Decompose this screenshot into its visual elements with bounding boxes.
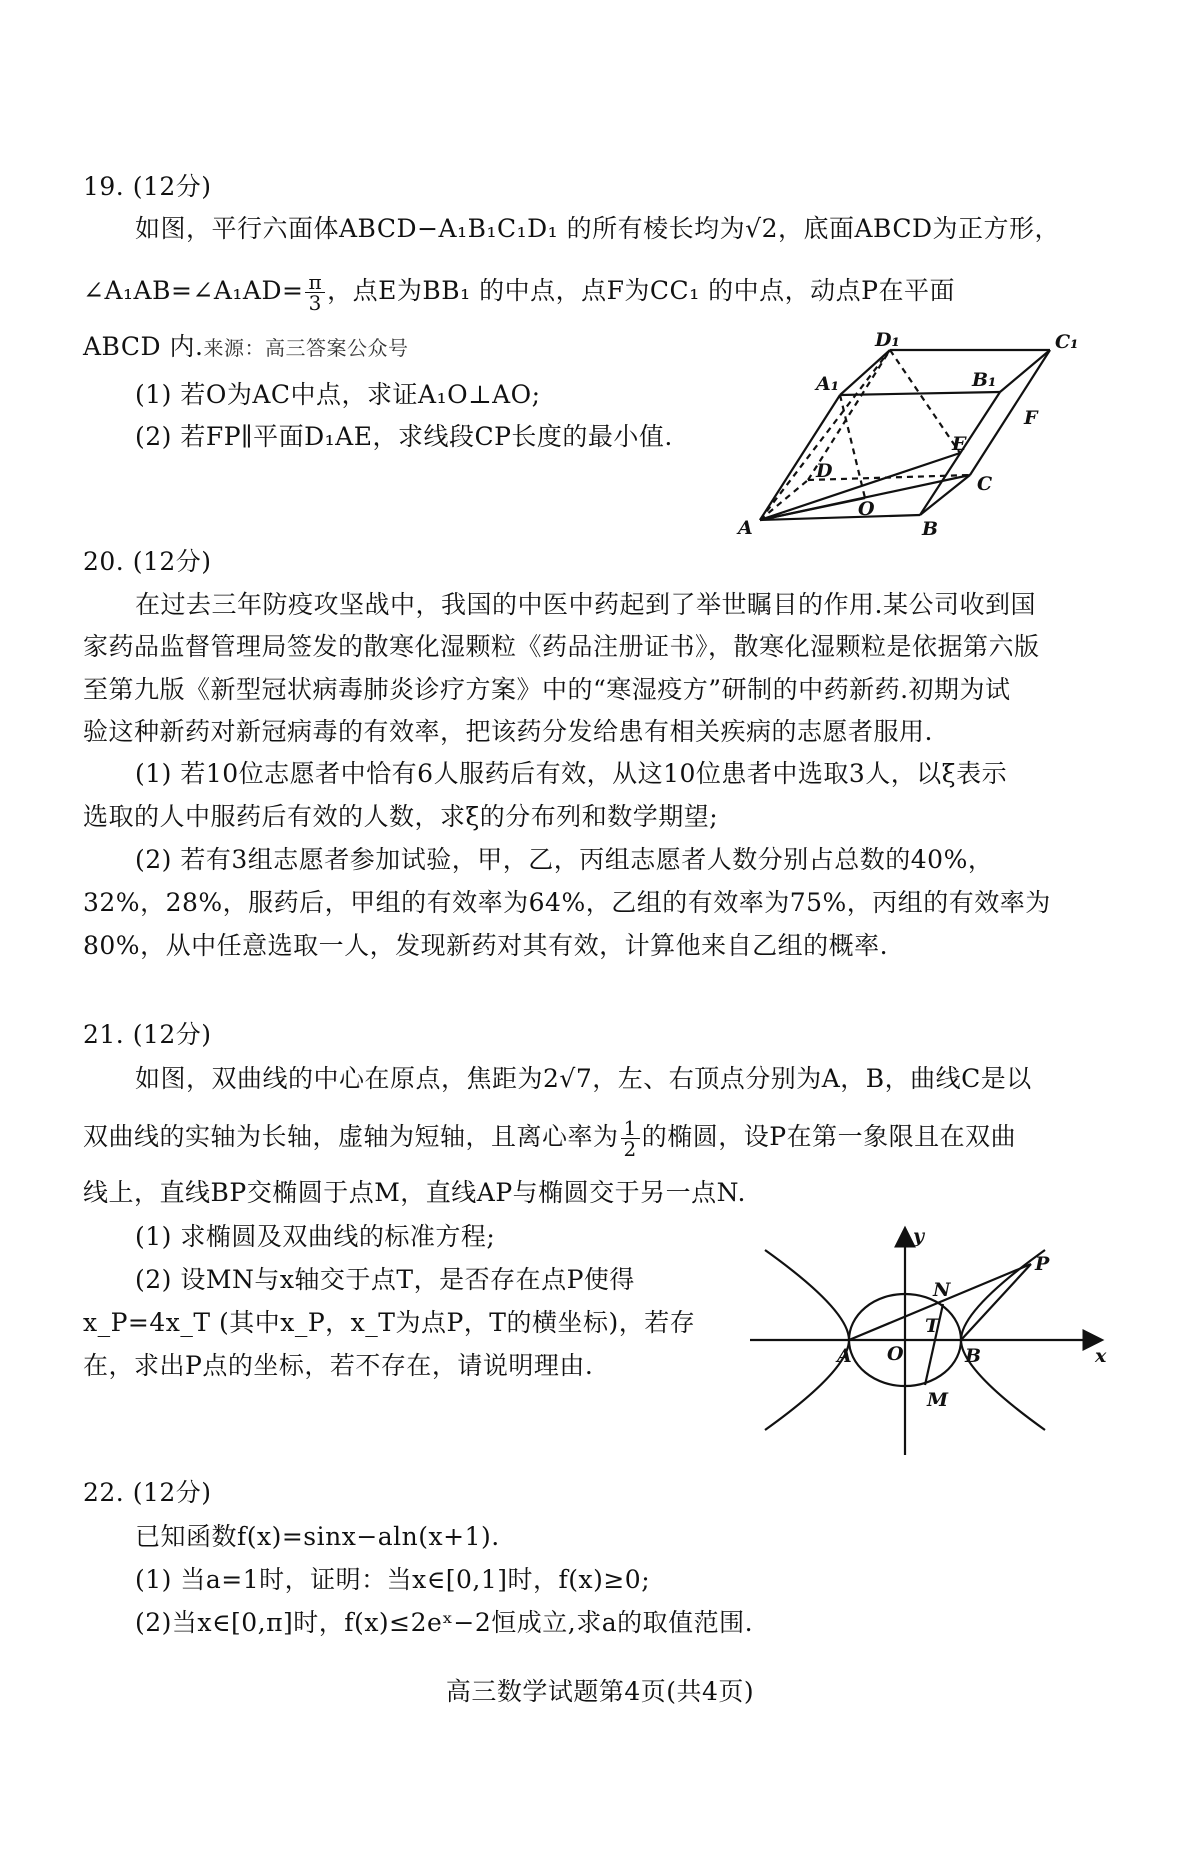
q21-frac-num: 1	[621, 1118, 640, 1139]
label-P: P	[1035, 1253, 1050, 1275]
axis-label-y: y	[913, 1225, 925, 1247]
label-O-origin: O	[887, 1343, 904, 1365]
q21-part2-line2: x_P=4x_T (其中x_P，x_T为点P，T的横坐标)，若存	[83, 1308, 696, 1337]
label-A-hyperbola: A	[837, 1345, 852, 1367]
label-B-hyperbola: B	[965, 1345, 982, 1367]
hyperbola-ellipse-figure	[745, 1220, 1115, 1460]
q19-line2	[83, 272, 955, 313]
label-B1: B₁	[972, 369, 997, 391]
q19-frac-den: 3	[308, 291, 322, 315]
q21-line2	[83, 1118, 1016, 1159]
q21-line3: 线上，直线BP交椭圆于点M，直线AP与椭圆交于另一点N.	[83, 1178, 746, 1207]
q20-part1-line2: 选取的人中服药后有效的人数，求ξ的分布列和数学期望;	[83, 802, 719, 831]
q19-fraction	[305, 272, 325, 313]
q20-line3: 至第九版《新型冠状病毒肺炎诊疗方案》中的“寒湿疫方”研制的中药新药.初期为试	[83, 675, 1011, 704]
q19-frac-num: π	[305, 272, 325, 293]
label-O: O	[858, 498, 875, 520]
q22-part1: (1) 当a=1时，证明：当x∈[0,1]时，f(x)≥0;	[135, 1565, 651, 1594]
page-footer: 高三数学试题第4页(共4页)	[445, 1677, 755, 1706]
label-A: A	[738, 517, 753, 539]
q19-line3	[83, 330, 408, 365]
q19-line1: 如图，平行六面体ABCD−A₁B₁C₁D₁ 的所有棱长均为√2，底面ABCD为正方形，	[135, 214, 1061, 243]
q20-line1: 在过去三年防疫攻坚战中，我国的中医中药起到了举世瞩目的作用.某公司收到国	[135, 590, 1036, 619]
q22-line1: 已知函数f(x)=sinx−aln(x+1).	[135, 1522, 500, 1551]
q22-part2: (2)当x∈[0,π]时，f(x)≤2eˣ−2恒成立,求a的取值范围.	[135, 1608, 754, 1637]
label-C1: C₁	[1055, 331, 1079, 353]
label-C: C	[977, 473, 993, 495]
axis-label-x: x	[1095, 1345, 1107, 1367]
q22-heading: 22. (12分)	[83, 1478, 212, 1507]
q21-frac-den: 2	[623, 1137, 637, 1161]
label-D: D	[816, 460, 833, 482]
source-note: 来源：高三答案公众号	[203, 336, 409, 360]
label-E: E	[952, 433, 967, 455]
q21-part2-line1: (2) 设MN与x轴交于点T，是否存在点P使得	[135, 1265, 635, 1294]
q20-line4: 验这种新药对新冠病毒的有效率，把该药分发给患有相关疾病的志愿者服用.	[83, 717, 933, 746]
q20-part2-line1: (2) 若有3组志愿者参加试验，甲，乙，丙组志愿者人数分别占总数的40%，	[135, 845, 994, 874]
label-F: F	[1024, 407, 1038, 429]
label-A1: A₁	[816, 373, 840, 395]
q21-line2-rest: 的椭圆，设P在第一象限且在双曲	[641, 1122, 1017, 1151]
q20-part2-line2: 32%，28%，服药后，甲组的有效率为64%，乙组的有效率为75%，丙组的有效率为	[83, 888, 1051, 917]
q19-part2: (2) 若FP∥平面D₁AE，求线段CP长度的最小值.	[135, 422, 673, 451]
q20-part1-line1: (1) 若10位志愿者中恰有6人服药后有效，从这10位患者中选取3人，以ξ表示	[135, 759, 1008, 788]
parallelepiped-figure	[730, 330, 1090, 540]
label-N: N	[933, 1279, 951, 1301]
q21-part2-line3: 在，求出P点的坐标，若不存在，请说明理由.	[83, 1351, 594, 1380]
q21-line1: 如图，双曲线的中心在原点，焦距为2√7，左、右顶点分别为A，B，曲线C是以	[135, 1064, 1032, 1093]
q20-part2-line3: 80%，从中任意选取一人，发现新药对其有效，计算他来自乙组的概率.	[83, 931, 889, 960]
label-B: B	[922, 518, 939, 540]
q21-fraction	[621, 1118, 640, 1159]
label-T: T	[925, 1315, 940, 1337]
q21-line2-text: 双曲线的实轴为长轴，虚轴为短轴，且离心率为	[83, 1122, 619, 1151]
label-M: M	[927, 1389, 949, 1411]
q19-angle-text: ∠A₁AB=∠A₁AD=	[83, 276, 304, 305]
label-D1: D₁	[875, 330, 900, 351]
q19-line2-rest: ，点E为BB₁ 的中点，点F为CC₁ 的中点，动点P在平面	[327, 276, 955, 305]
q21-part1: (1) 求椭圆及双曲线的标准方程;	[135, 1222, 496, 1251]
q20-heading: 20. (12分)	[83, 547, 212, 576]
q19-part1: (1) 若O为AC中点，求证A₁O⊥AO;	[135, 380, 541, 409]
q19-line3-text: ABCD 内.	[83, 332, 204, 361]
q21-heading: 21. (12分)	[83, 1020, 212, 1049]
q19-heading: 19. (12分)	[83, 172, 212, 201]
q20-line2: 家药品监督管理局签发的散寒化湿颗粒《药品注册证书》，散寒化湿颗粒是依据第六版	[83, 632, 1040, 661]
